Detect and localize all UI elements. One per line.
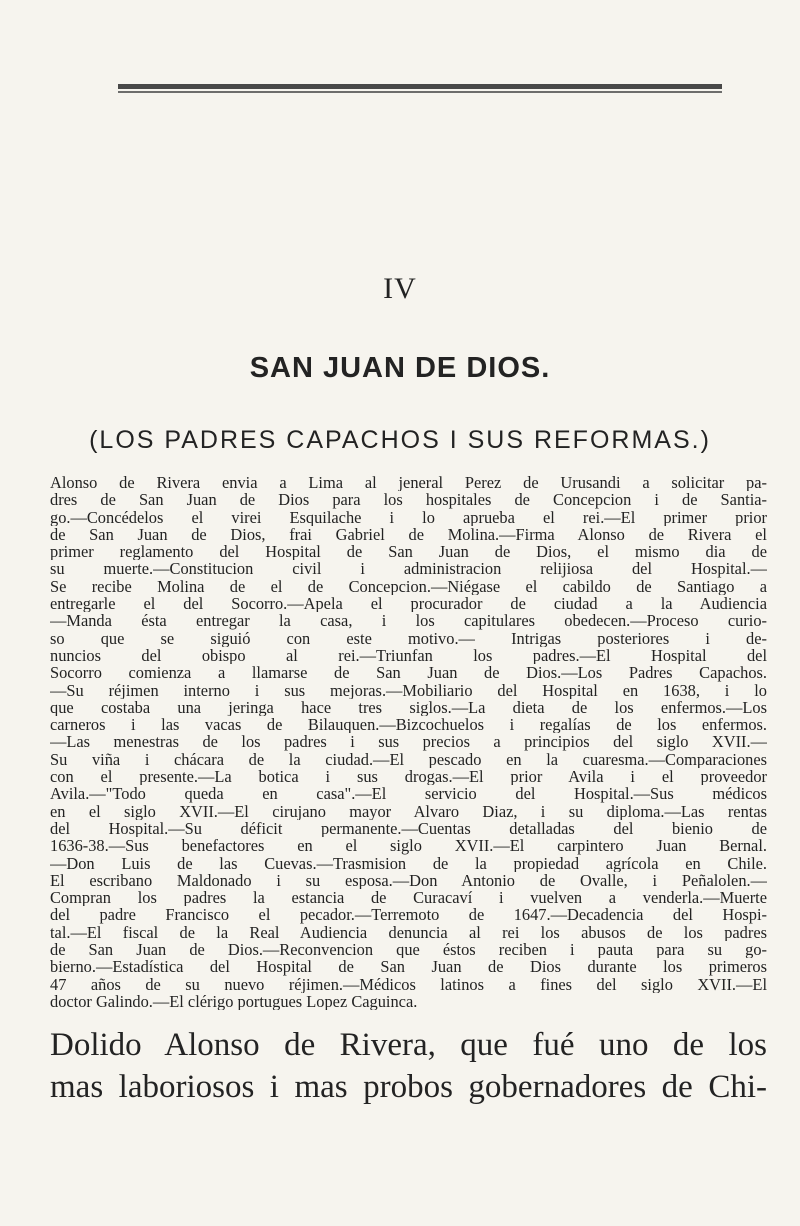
summary-line: en el siglo XVII.—El cirujano mayor Alvaro Diaz, i su diploma.—Las rentas <box>50 802 767 820</box>
summary-line: Se recibe Molina de el de Concepcion.—Niégase el cabildo de Santiago a <box>50 577 767 596</box>
chapter-subtitle: (LOS PADRES CAPACHOS I SUS REFORMAS.) <box>89 426 711 454</box>
summary-line: de San Juan de Dios, frai Gabriel de Molina.—Firma Alonso de Rivera el <box>50 525 767 544</box>
summary-line: tal.—El fiscal de la Real Audiencia denuncia al rei los abusos de los padres <box>50 923 767 942</box>
summary-line: bierno.—Estadística del Hospital de San Juan de Dios durante los primeros <box>50 958 767 976</box>
summary-line: nuncios del obispo al rei.—Triunfan los padres.—El Hospital del <box>50 646 767 665</box>
top-rule <box>118 84 722 98</box>
summary-line: del padre Francisco el pecador.—Terremoto de 1647.—Decadencia del Hospi- <box>50 906 767 924</box>
chapter-number: IV <box>383 272 417 305</box>
summary-line: entregarle el del Socorro.—Apela el procurador de ciudad a la Audiencia <box>50 595 767 613</box>
body-line: mas laboriosos i mas probos gobernadores de Chi- <box>50 1069 767 1105</box>
summary-line: go.—Concédelos el virei Esquilache i lo aprueba el rei.—El primer prior <box>50 508 767 526</box>
summary-line: Socorro comienza a llamarse de San Juan de Dios.—Los Padres Capachos. <box>50 664 767 682</box>
summary-line: que costaba una jeringa hace tres siglos.—La dieta de los enfermos.—Los <box>50 698 767 717</box>
summary-line: 1636-38.—Sus benefactores en el siglo XVII.—El carpintero Juan Bernal. <box>50 837 767 855</box>
body-text <box>50 1024 767 1108</box>
summary-line: 47 años de su nuevo réjimen.—Médicos latinos a fines del siglo XVII.—El <box>50 975 767 993</box>
summary-line: de San Juan de Dios.—Reconvencion que éstos reciben i pauta para su go- <box>50 941 767 959</box>
summary-line: su muerte.—Constitucion civil i administracion relijiosa del Hospital.— <box>50 560 767 578</box>
summary-line: —Su réjimen interno i sus mejoras.—Mobiliario del Hospital en 1638, i lo <box>50 681 767 699</box>
summary-line: —Las menestras de los padres i sus precios a principios del siglo XVII.— <box>50 733 767 751</box>
summary-line: —Don Luis de las Cuevas.—Trasmision de la propiedad agrícola en Chile. <box>50 854 767 872</box>
summary-line: El escribano Maldonado i su esposa.—Don Antonio de Ovalle, i Peñalolen.— <box>50 871 767 890</box>
summary-line: Su viña i chácara de la ciudad.—El pescado en la cuaresma.—Comparaciones <box>50 750 767 769</box>
summary-line: dres de San Juan de Dios para los hospitales de Concepcion i de Santia- <box>50 491 767 509</box>
body-line: Dolido Alonso de Rivera, que fué uno de los <box>50 1027 767 1063</box>
chapter-summary <box>50 474 767 1010</box>
summary-line: primer reglamento del Hospital de San Juan de Dios, el mismo dia de <box>50 543 767 561</box>
summary-line: doctor Galindo.—El clérigo portugues Lopez Caguinca. <box>50 992 418 1011</box>
chapter-title: SAN JUAN DE DIOS. <box>249 352 551 384</box>
summary-line: Compran los padres la estancia de Curacaví i vuelven a venderla.—Muerte <box>50 889 767 907</box>
summary-line: —Manda ésta entregar la casa, i los capitulares obedecen.—Proceso curio- <box>50 612 767 630</box>
summary-line: con el presente.—La botica i sus drogas.—El prior Avila i el proveedor <box>50 768 767 786</box>
summary-line: Alonso de Rivera envia a Lima al jeneral Perez de Urusandi a solicitar pa- <box>50 474 767 492</box>
summary-line: del Hospital.—Su déficit permanente.—Cuentas detalladas del bienio de <box>50 819 767 838</box>
summary-line: carneros i las vacas de Bilauquen.—Bizcochuelos i regalías de los enfermos. <box>50 716 767 734</box>
summary-line: Avila.—"Todo queda en casa".—El servicio del Hospital.—Sus médicos <box>50 785 767 803</box>
summary-line: so que se siguió con este motivo.— Intrigas posteriores i de- <box>50 629 767 647</box>
